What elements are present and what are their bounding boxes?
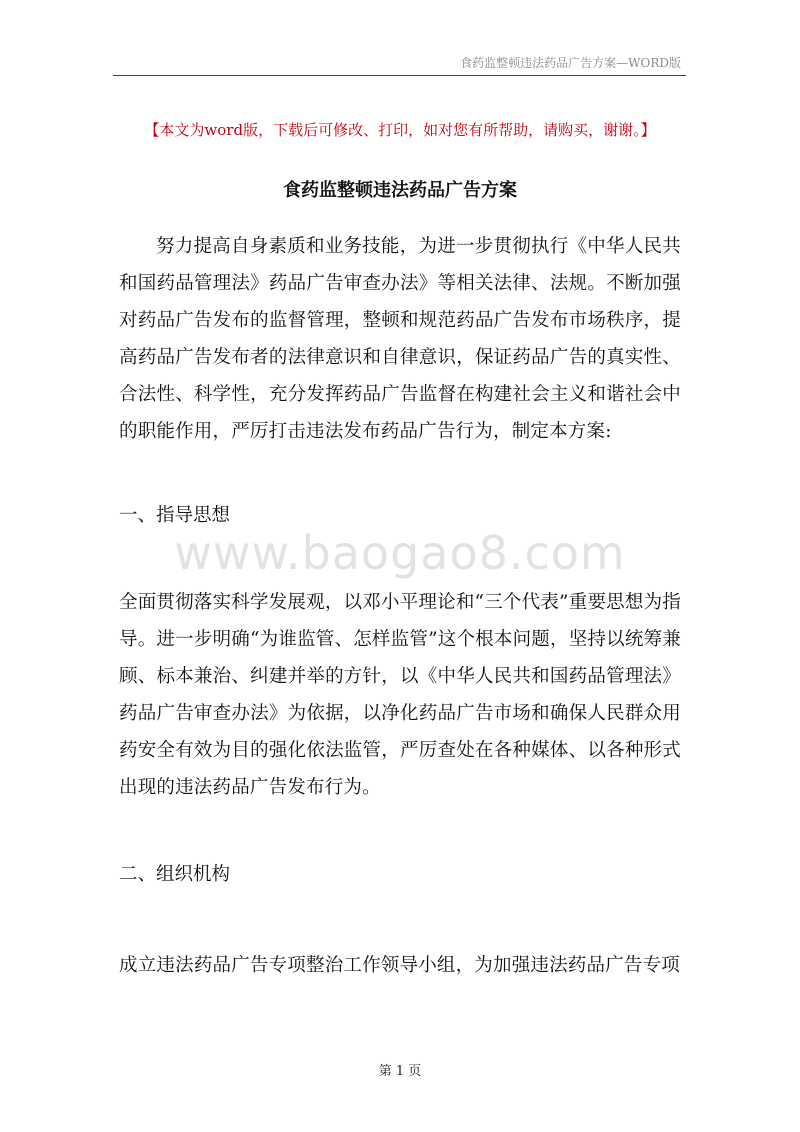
section-paragraph-guiding-ideology: 全面贯彻落实科学发展观，以邓小平理论和“三个代表”重要思想为指导。进一步明确“为谁监管、怎样监管”这个根本问题，坚持以统筹兼顾、标本兼治、纠建并举的方针，以《中华人民共和国药品管理法》药品广告审查办法》为依据，以净化药品广告市场和确保人民群众用药安全有效为目的强化依法监管，严厉查处在各种媒体、以各种形式出现的违法药品广告发布行为。 <box>119 592 681 798</box>
purchase-notice: 【本文为word版，下载后可修改、打印，如对您有所帮助，请购买，谢谢。】 <box>144 121 656 139</box>
document-title: 食药监整顿违法药品广告方案 <box>283 180 517 201</box>
section-paragraph-organization: 成立违法药品广告专项整治工作领导小组，为加强违法药品广告专项 <box>119 955 681 976</box>
page-number: 第 1 页 <box>378 1064 422 1079</box>
document-body <box>119 228 681 984</box>
intro-paragraph: 努力提高自身素质和业务技能，为进一步贯彻执行《中华人民共和国药品管理法》药品广告审查办法》等相关法律、法规。不断加强对药品广告发布的监督管理，整顿和规范药品广告发布市场秩序，提高药品广告发布者的法律意识和自律意识，保证药品广告的真实性、合法性、科学性，充分发挥药品广告监督在构建社会主义和谐社会中的职能作用，严厉打击违法发布药品广告行为，制定本方案: <box>119 236 681 442</box>
section-heading-organization: 二、组织机构 <box>119 864 231 885</box>
section-heading-guiding-ideology: 一、指导思想 <box>119 505 231 526</box>
watermark-text: www.baogao8.com <box>174 526 626 580</box>
header-divider <box>113 75 686 76</box>
running-header: 食药监整顿违法药品广告方案—WORD版 <box>460 56 681 70</box>
